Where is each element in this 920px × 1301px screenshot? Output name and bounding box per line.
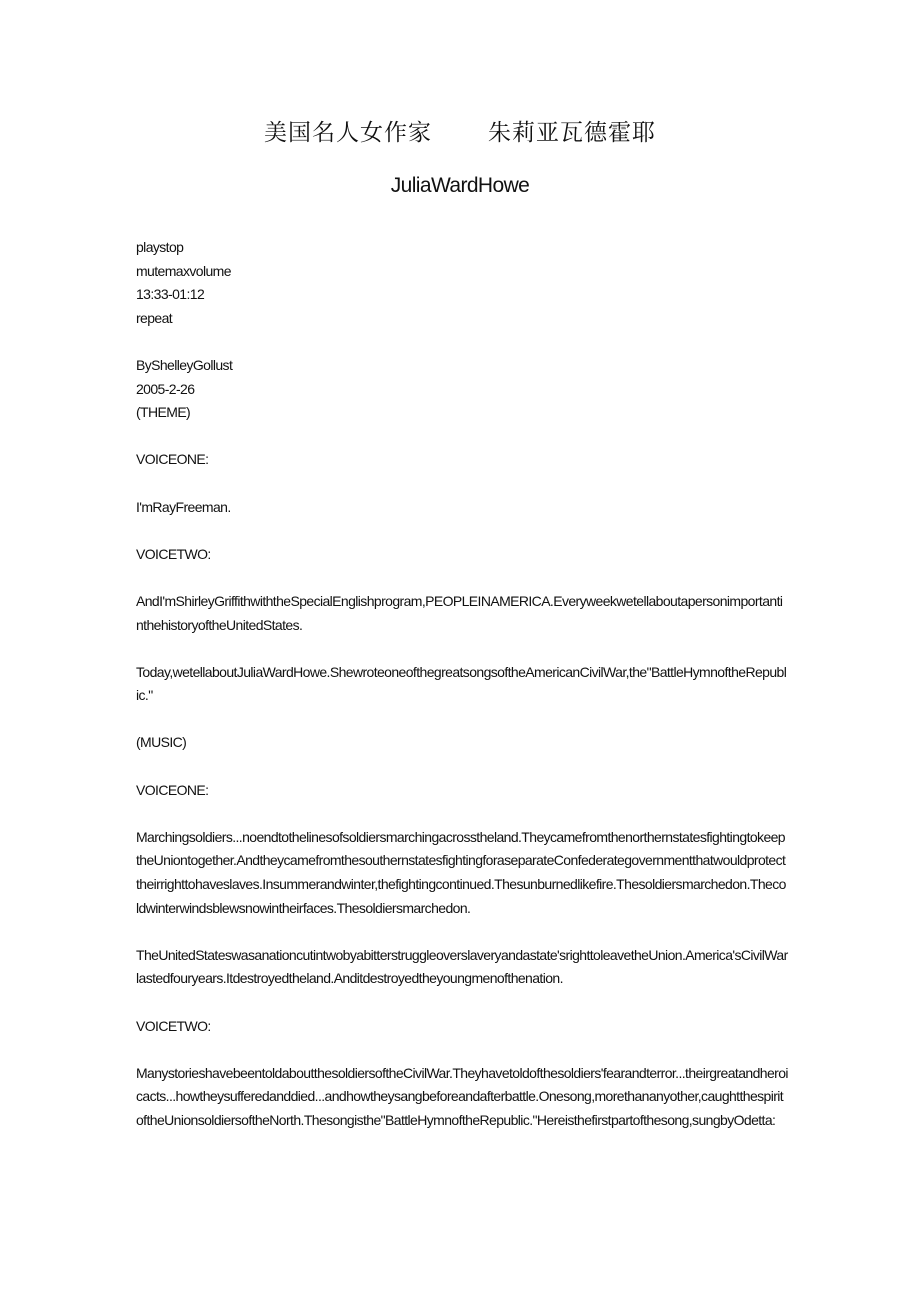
paragraph: ManystorieshavebeentoldaboutthesoldiersoftheCivilWar.Theyhavetoldofthesoldiers'fearandterror...theirgreatandheroicacts...howtheysufferedanddied...andhowtheysangbeforeandafterbattle.Onesong,morethananyother,caughtthespiritoftheUnionsoldiersoftheNorth.Thesongisthe"BattleHymnoftheRepublic."Hereisthefirstpartofthesong,sungbyOdetta:	[136, 1064, 788, 1128]
player-mute-max: mutemaxvolume	[136, 262, 231, 279]
byline: ByShelleyGollust	[136, 356, 233, 373]
paragraph: TheUnitedStateswasanationcutintwobyabitterstruggleoverslaveryandastate'srighttoleavetheUnion.America'sCivilWarlastedfouryears.Itdestroyedtheland.Anditdestroyedtheyoungmenofthenation.	[136, 946, 788, 987]
speaker-label: VOICETWO:	[136, 545, 211, 562]
chinese-title-part1: 美国名人女作家	[264, 120, 432, 146]
paragraph: I'mRayFreeman.	[136, 498, 231, 515]
speaker-label: VOICEONE:	[136, 781, 209, 798]
document-body	[136, 236, 788, 1133]
paragraph: Marchingsoldiers...noendtothelinesofsoldiersmarchingacrosstheland.TheycamefromthenorthernstatesfightingtokeeptheUniontogether.AndtheycamefromthesouthernstatesfightingforaseparateConfederategovernmentthatwouldprotecttheirrighttohaveslaves.Insummerandwinter,thefightingcontinued.Thesunburnedlikefire.Thesoldiersmarchedon.Thecoldwinterwindsblewsnowintheirfaces.Thesoldiersmarchedon.	[136, 828, 786, 916]
chinese-title-part2: 朱莉亚瓦德霍耶	[488, 120, 656, 146]
player-repeat: repeat	[136, 309, 173, 326]
theme-cue: (THEME)	[136, 404, 191, 421]
music-cue: (MUSIC)	[136, 734, 187, 751]
english-title: JuliaWardHowe	[390, 174, 530, 197]
date: 2005-2-26	[136, 380, 195, 397]
player-time: 13:33-01:12	[136, 286, 205, 303]
chinese-title	[0, 114, 920, 147]
paragraph: AndI'mShirleyGriffithwiththeSpecialEnglishprogram,PEOPLEINAMERICA.EveryweekwetellaboutapersonimportantinthehistoryoftheUnitedStates.	[136, 592, 783, 633]
paragraph: Today,wetellaboutJuliaWardHowe.ShewroteoneofthegreatsongsoftheAmericanCivilWar,the"BattleHymnoftheRepublic."	[136, 663, 787, 704]
player-play-stop: playstop	[136, 239, 184, 255]
speaker-label: VOICETWO:	[136, 1017, 211, 1034]
speaker-label: VOICEONE:	[136, 451, 209, 468]
